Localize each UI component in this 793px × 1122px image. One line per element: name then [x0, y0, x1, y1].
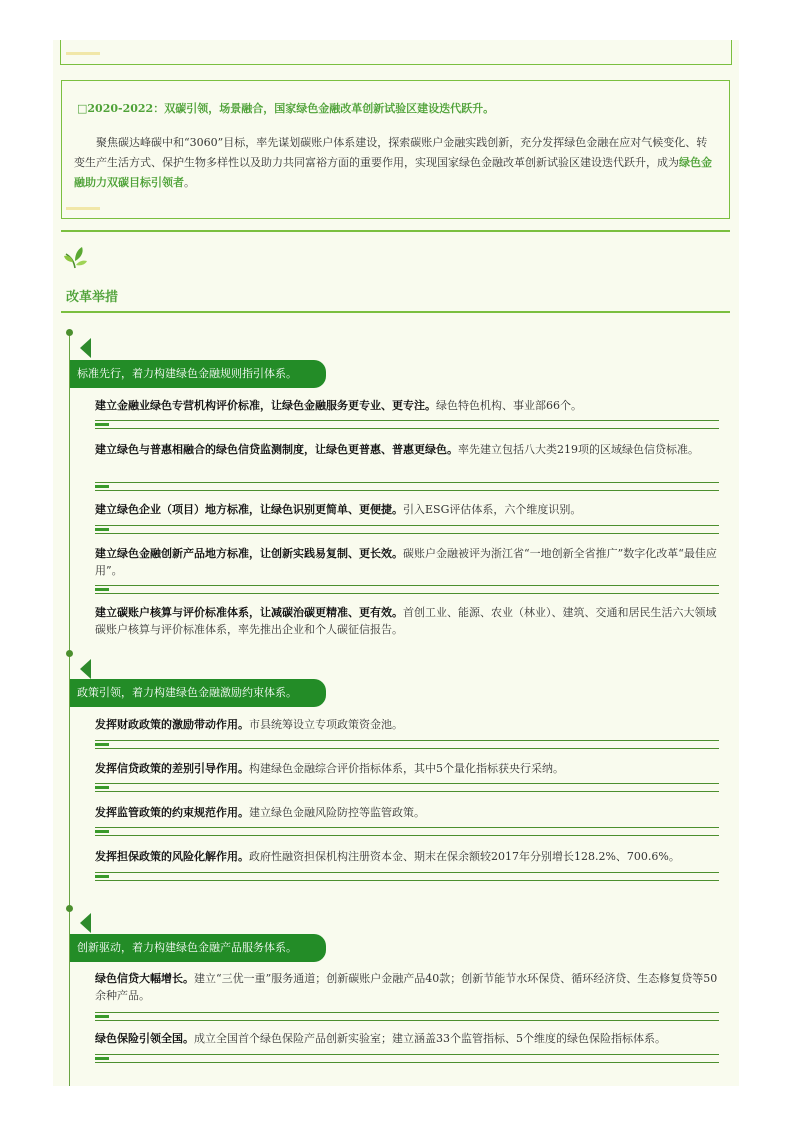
- item-separator: [95, 585, 719, 595]
- item-title: 绿色信贷大幅增长。: [95, 972, 194, 985]
- list-item: [95, 970, 719, 1004]
- list-item: [95, 760, 719, 777]
- item-title: 建立绿色企业（项目）地方标准，让绿色识别更简单、更便捷。: [95, 503, 403, 516]
- item-separator: [95, 482, 719, 492]
- group-banner: 标准先行，着力构建绿色金融规则指引体系。: [70, 360, 326, 388]
- list-item: [95, 545, 719, 579]
- section-top-rule: [61, 230, 730, 232]
- item-separator: [95, 783, 719, 793]
- triangle-marker-icon: [80, 913, 91, 933]
- item-text: 建立“三优一重”服务通道；创新碳账户金融产品40款；创新节能节水环保贷、循环经济贷、生态修复贷等50余种产品。: [95, 972, 718, 1002]
- item-title: 建立金融业绿色专营机构评价标准，让绿色金融服务更专业、更专注。: [95, 399, 436, 412]
- group-banner: 创新驱动，着力构建绿色金融产品服务体系。: [70, 934, 326, 962]
- item-title: 发挥监管政策的约束规范作用。: [95, 806, 249, 819]
- list-item: [95, 1030, 719, 1047]
- item-separator: [95, 872, 719, 882]
- item-title: 绿色保险引领全国。: [95, 1032, 194, 1045]
- previous-box-bottom: [60, 40, 732, 65]
- item-separator: [95, 1012, 719, 1022]
- list-item: [95, 604, 719, 638]
- list-item: [95, 804, 719, 821]
- item-separator: [95, 525, 719, 535]
- item-text: 市县统筹设立专项政策资金池。: [249, 718, 403, 731]
- item-text: 绿色特色机构、事业部66个。: [436, 399, 582, 412]
- intro-body: [74, 133, 714, 193]
- item-title: 建立绿色与普惠相融合的绿色信贷监测制度，让绿色更普惠、普惠更绿色。: [95, 443, 458, 456]
- group-banner: 政策引领，着力构建绿色金融激励约束体系。: [70, 679, 326, 707]
- item-text: 引入ESG评估体系，六个维度识别。: [403, 503, 582, 516]
- list-item: [95, 848, 719, 865]
- triangle-marker-icon: [80, 338, 91, 358]
- item-text: 碳账户金融被评为浙江省“一地创新全省推广”数字化改革“最佳应用”。: [95, 547, 717, 577]
- item-text: 政府性融资担保机构注册资本金、期末在保余额较2017年分别增长128.2%、700.6%。: [249, 850, 680, 863]
- intro-body-highlight: 绿色金融助力双碳目标引领者: [74, 156, 712, 189]
- timeline-dot: [66, 905, 73, 912]
- yellow-accent-bar: [66, 52, 100, 55]
- list-item: [95, 716, 719, 733]
- item-separator: [95, 827, 719, 837]
- item-text: 成立全国首个绿色保险产品创新实验室；建立涵盖33个监管指标、5个维度的绿色保险指标体系。: [194, 1032, 666, 1045]
- timeline-line: [69, 332, 70, 1086]
- item-separator: [95, 1054, 719, 1064]
- item-title: 发挥信贷政策的差别引导作用。: [95, 762, 249, 775]
- list-item: [95, 501, 719, 518]
- section-bottom-rule: [61, 311, 730, 313]
- item-separator: [95, 740, 719, 750]
- section-title: 改革举措: [66, 290, 119, 305]
- intro-body-pre: 聚焦碳达峰碳中和“3060”目标，率先谋划碳账户体系建设，探索碳账户金融实践创新，充分发挥绿色金融在应对气候变化、转变生产生活方式、保护生物多样性以及助力共同富裕方面的重要作用，实现国家绿色金融改革创新试验区建设迭代跃升，成为: [74, 136, 708, 169]
- intro-heading: □2020-2022：双碳引领，场景融合，国家绿色金融改革创新试验区建设迭代跃升。: [77, 102, 495, 115]
- timeline-dot: [66, 650, 73, 657]
- item-title: 建立绿色金融创新产品地方标准，让创新实践易复制、更长效。: [95, 547, 403, 560]
- list-item: [95, 397, 719, 414]
- list-item: [95, 441, 719, 458]
- item-text: 建立绿色金融风险防控等监管政策。: [249, 806, 425, 819]
- item-title: 发挥担保政策的风险化解作用。: [95, 850, 249, 863]
- item-text: 构建绿色金融综合评价指标体系，其中5个量化指标获央行采纳。: [249, 762, 564, 775]
- item-text: 率先建立包括八大类219项的区域绿色信贷标准。: [458, 443, 699, 456]
- intro-box: [61, 80, 730, 219]
- item-text: 首创工业、能源、农业（林业）、建筑、交通和居民生活六大领域碳账户核算与评价标准体系，率先推出企业和个人碳征信报告。: [95, 606, 717, 636]
- intro-body-post: 。: [184, 176, 195, 189]
- timeline-dot: [66, 329, 73, 336]
- yellow-accent-bar: [66, 207, 100, 210]
- item-separator: [95, 420, 719, 430]
- leaf-icon: [62, 244, 88, 270]
- triangle-marker-icon: [80, 659, 91, 679]
- item-title: 发挥财政政策的激励带动作用。: [95, 718, 249, 731]
- item-title: 建立碳账户核算与评价标准体系，让减碳治碳更精准、更有效。: [95, 606, 403, 619]
